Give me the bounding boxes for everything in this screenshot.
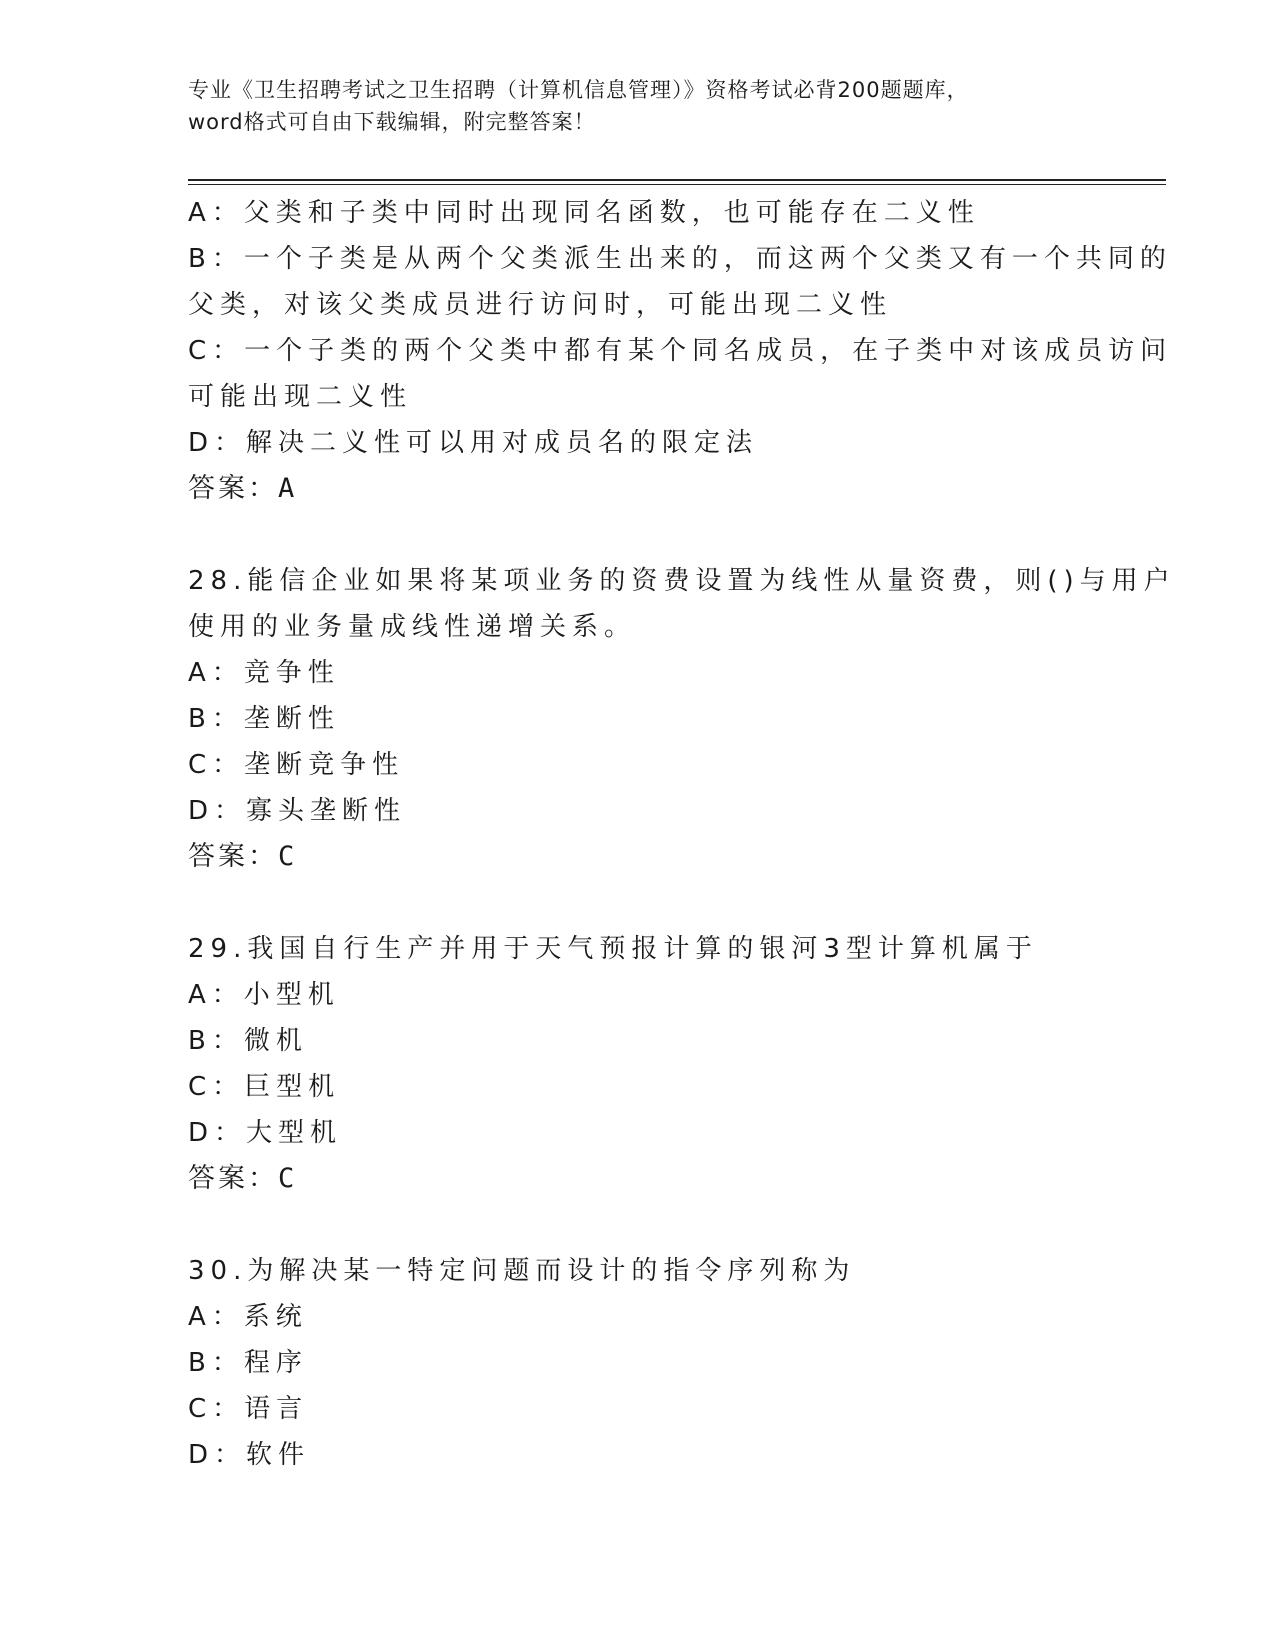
answer-value: A bbox=[278, 473, 298, 504]
answer-label: 答案： bbox=[188, 473, 278, 504]
question-29-block bbox=[188, 926, 1088, 1202]
option-a: A：系统 bbox=[188, 1302, 308, 1332]
answer-label: 答案： bbox=[188, 1163, 278, 1194]
question-list bbox=[188, 190, 1176, 1478]
option-d: D：寡头垄断性 bbox=[188, 796, 407, 826]
answer-line bbox=[188, 1156, 1088, 1202]
option-c: C：巨型机 bbox=[188, 1072, 341, 1102]
header-line-1: 专业《卫生招聘考试之卫生招聘（计算机信息管理）》资格考试必背200题题库， bbox=[188, 78, 969, 102]
option-c: C：垄断竞争性 bbox=[188, 750, 405, 780]
question-stem: 30.为解决某一特定问题而设计的指令序列称为 bbox=[188, 1256, 856, 1286]
question-28-block bbox=[188, 558, 1176, 880]
option-b: B：垄断性 bbox=[188, 704, 340, 734]
header-rule-thick bbox=[188, 179, 1166, 181]
option-d: D：大型机 bbox=[188, 1118, 343, 1148]
answer-label: 答案： bbox=[188, 841, 278, 872]
answer-value: C bbox=[278, 841, 298, 872]
header-line-2: word格式可自由下载编辑，附完整答案！ bbox=[188, 110, 596, 134]
option-d: D：软件 bbox=[188, 1440, 311, 1470]
option-d: D：解决二义性可以用对成员名的限定法 bbox=[188, 428, 759, 458]
option-b: B：程序 bbox=[188, 1348, 308, 1378]
option-b: B：一个子类是从两个父类派生出来的，而这两个父类又有一个共同的 bbox=[188, 244, 1172, 274]
question-27-block bbox=[188, 190, 1173, 512]
question-30-block bbox=[188, 1248, 1088, 1478]
option-a: A：竞争性 bbox=[188, 658, 340, 688]
document-header bbox=[188, 74, 1088, 138]
option-a: A：小型机 bbox=[188, 980, 340, 1010]
question-stem: 28.能信企业如果将某项业务的资费设置为线性从量资费，则()与用户 bbox=[188, 566, 1176, 596]
option-b: B：微机 bbox=[188, 1026, 308, 1056]
option-c-continued: 可能出现二义性 bbox=[188, 382, 413, 412]
option-a: A：父类和子类中同时出现同名函数，也可能存在二义性 bbox=[188, 198, 980, 228]
answer-line bbox=[188, 466, 1088, 512]
option-c: C：一个子类的两个父类中都有某个同名成员，在子类中对该成员访问 bbox=[188, 336, 1173, 366]
answer-value: C bbox=[278, 1163, 298, 1194]
option-b-continued: 父类，对该父类成员进行访问时，可能出现二义性 bbox=[188, 290, 893, 320]
question-stem: 29.我国自行生产并用于天气预报计算的银河3型计算机属于 bbox=[188, 934, 1038, 964]
question-stem-continued: 使用的业务量成线性递增关系。 bbox=[188, 612, 637, 642]
answer-line bbox=[188, 834, 1088, 880]
header-rule-thin bbox=[188, 184, 1166, 185]
option-c: C：语言 bbox=[188, 1394, 309, 1424]
